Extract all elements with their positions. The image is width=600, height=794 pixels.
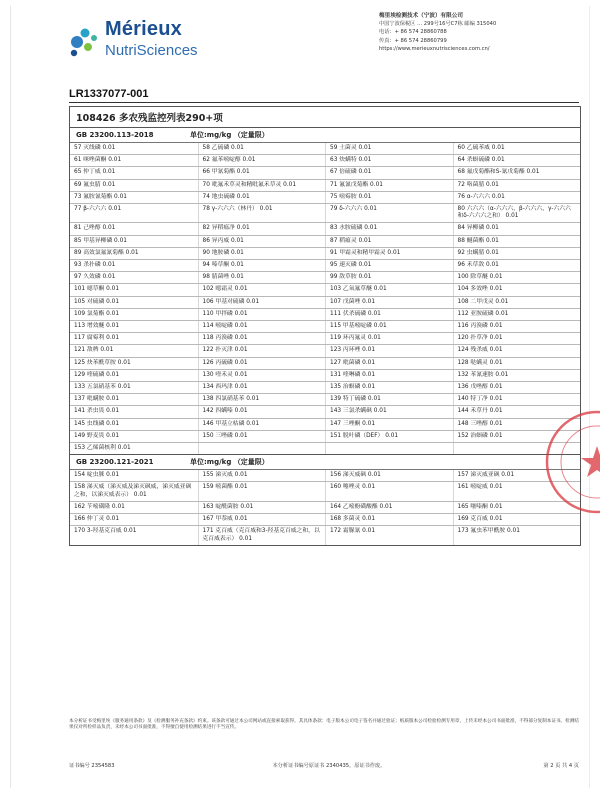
table-cell: 70 吡氟禾草灵和精吡氟禾草灵 0.01	[198, 180, 326, 191]
table-cell: 129 喹硫磷 0.01	[74, 371, 120, 378]
table-cell: 100 除草醚 0.01	[453, 272, 581, 283]
section-body	[70, 143, 580, 454]
table-cell: 127 吡菌磷 0.01	[325, 358, 453, 369]
table-cell: 141 杀虫畏 0.01	[74, 408, 120, 415]
table-cell: 146 甲基立枯磷 0.01	[198, 419, 326, 430]
company-logo	[63, 16, 243, 62]
table-row	[70, 284, 580, 296]
company-info	[379, 12, 589, 53]
table-cell: 110 甲拌磷 0.01	[198, 309, 326, 320]
brand-name: Mérieux	[105, 18, 182, 40]
table-cell: 64 杀螟硫磷 0.01	[453, 155, 581, 166]
table-cell: 123 丙环唑 0.01	[325, 345, 453, 356]
table-row	[70, 167, 580, 179]
table-cell: 102 噁霜灵 0.01	[198, 284, 326, 295]
table-cell: 162 苄嘧磺隆 0.01	[74, 503, 125, 510]
table-cell: 104 多效唑 0.01	[453, 284, 581, 295]
table-cell: 154 啶虫脒 0.01	[74, 472, 120, 479]
table-cell: 136 戊唑醇 0.01	[453, 382, 581, 393]
table-cell: 153 乙烯菌核利 0.01	[74, 445, 131, 452]
table-cell: 114 嘧啶磷 0.01	[198, 321, 326, 332]
divider	[69, 102, 579, 103]
table-cell: 99 敌草胺 0.01	[325, 272, 453, 283]
company-phone: 电话：+ 86 574 28860788	[379, 29, 447, 36]
table-cell: 77 β-六六六 0.01	[74, 206, 122, 213]
table-cell: 130 喹禾灵 0.01	[198, 370, 326, 381]
company-fax: 传真：+ 86 574 28860799	[379, 37, 447, 44]
report-number: LR1337077-001	[69, 88, 149, 100]
table-cell: 160 噻唑灵 0.01	[325, 482, 453, 500]
unit-label: 单位:mg/kg （定量限）	[190, 458, 269, 467]
table-cell: 113 增效醚 0.01	[74, 323, 120, 330]
table-cell	[325, 443, 453, 454]
table-row	[70, 406, 580, 418]
table-row	[70, 345, 580, 357]
table-cell: 145 虫线磷 0.01	[74, 420, 120, 427]
company-name: 梅里埃检测技术（宁波）有限公司	[379, 13, 463, 19]
table-cell: 87 稻瘟灵 0.01	[325, 236, 453, 247]
table-cell	[198, 443, 326, 454]
table-cell: 71 氟氰戊菊酯 0.01	[325, 180, 453, 191]
table-cell: 93 杀扑磷 0.01	[74, 262, 116, 269]
table-cell: 80 六六六（α-六六六，β-六六六，γ-六六六和δ-六六六之和） 0.01	[453, 204, 581, 222]
table-cell: 66 甲氰菊酯 0.01	[198, 167, 326, 178]
table-cell: 144 禾草丹 0.01	[453, 406, 581, 417]
table-cell: 85 甲基异柳磷 0.01	[74, 237, 127, 244]
table-cell: 57 灭线磷 0.01	[74, 145, 116, 151]
table-cell: 97 久效磷 0.01	[74, 274, 116, 281]
table-cell: 131 喹啉磷 0.01	[325, 370, 453, 381]
table-row	[70, 443, 580, 454]
table-cell: 124 残杀威 0.01	[453, 345, 581, 356]
table-cell: 152 治螟磷 0.01	[453, 431, 581, 442]
company-address: 中国宁波保税区 … 299号16号C7栋 邮编 315040	[379, 21, 497, 28]
table-cell: 137 吡螨胺 0.01	[74, 396, 120, 403]
table-cell: 59 土菌灵 0.01	[325, 143, 453, 154]
section-header	[70, 128, 580, 143]
table-cell: 105 对硫磷 0.01	[74, 298, 120, 305]
table-cell: 74 地虫硫磷 0.01	[198, 192, 326, 203]
table-cell: 155 涕灭威 0.01	[198, 470, 326, 481]
table-cell: 101 噁草酮 0.01	[74, 286, 120, 293]
table-cell: 140 特丁净 0.01	[453, 394, 581, 405]
table-cell: 89 高效氯氟氰菊酯 0.01	[74, 249, 139, 256]
table-cell: 169 克百威 0.01	[453, 514, 581, 525]
table-row	[70, 502, 580, 514]
table-row	[70, 192, 580, 204]
table-row	[70, 309, 580, 321]
terms-footnote: 本分析证书受梅里埃《服务通用条款》及《检测服务补充条款》约束。该条款可通过本公司网站或直接索取获得。其具体条款：电子版本公司电子签名并通过验证；纸质版本公司检验检测专用章，上传未经本公司书面批准，不得部分复制本证书。检测结果仅对所检样品负责，未经本公司书面批准，不得擅自使用检测结果进行不当宣传。	[69, 719, 579, 731]
table-cell: 143 三氯杀螨砜 0.01	[325, 406, 453, 417]
table-cell: 116 丙溴磷 0.01	[453, 321, 581, 332]
table-cell: 170 3-羟基克百威 0.01	[74, 528, 137, 535]
table-row	[70, 431, 580, 443]
standard-code: GB 23200.121-2021	[76, 458, 154, 467]
table-cell: 81 己唑醇 0.01	[74, 225, 116, 232]
table-cell: 164 乙嘧酚磺酸酯 0.01	[325, 502, 453, 513]
table-cell: 133 五氯硝基苯 0.01	[74, 384, 131, 391]
table-cell: 120 扑草净 0.01	[453, 333, 581, 344]
table-cell: 142 四螨嗪 0.01	[198, 406, 326, 417]
results-table	[69, 106, 581, 546]
table-cell: 166 仲丁灵 0.01	[74, 516, 120, 523]
table-cell: 84 异柳磷 0.01	[453, 223, 581, 234]
table-cell: 134 西玛津 0.01	[198, 382, 326, 393]
table-cell: 158 涕灭威（涕灭威及涕灭砜威，涕灭威亚砜之和，以涕灭威表示） 0.01	[74, 484, 192, 498]
table-cell: 103 乙氧氟草醚 0.01	[325, 284, 453, 295]
table-row	[70, 248, 580, 260]
table-cell: 121 敌稗 0.01	[74, 347, 114, 354]
table-cell: 90 地胺磷 0.01	[198, 248, 326, 259]
table-cell: 118 丙溴磷 0.01	[198, 333, 326, 344]
table-cell: 135 治螟磷 0.01	[325, 382, 453, 393]
table-cell: 88 醚菌酯 0.01	[453, 236, 581, 247]
table-cell: 163 啶酰菌胺 0.01	[198, 502, 326, 513]
table-row	[70, 297, 580, 309]
table-cell: 171 克百威（克百威和3-羟基克百威之和，以克百威表示） 0.01	[198, 526, 326, 544]
table-cell: 157 涕灭威亚砜 0.01	[453, 470, 581, 481]
table-row	[70, 204, 580, 223]
table-cell: 75 嘧霉胺 0.01	[325, 192, 453, 203]
table-cell: 63 炔螨特 0.01	[325, 155, 453, 166]
table-row	[70, 223, 580, 235]
table-cell: 151 脱叶磷（DEF） 0.01	[325, 431, 453, 442]
table-cell: 150 三唑磷 0.01	[198, 431, 326, 442]
standard-code: GB 23200.113-2018	[76, 131, 154, 139]
table-cell: 60 乙硫苯威 0.01	[453, 143, 581, 154]
page-footer	[69, 762, 579, 769]
report-page	[10, 6, 590, 788]
table-cell: 119 环丙氟灵 0.01	[325, 333, 453, 344]
table-row	[70, 514, 580, 526]
table-cell: 82 异稻瘟净 0.01	[198, 223, 326, 234]
table-cell: 83 水胺硫磷 0.01	[325, 223, 453, 234]
logo-icon	[63, 18, 107, 62]
table-row	[70, 333, 580, 345]
table-cell: 68 氟戊菊酯和S-氰戊菊酯 0.01	[453, 167, 581, 178]
section-body	[70, 470, 580, 544]
table-row	[70, 482, 580, 501]
table-cell: 98 腈菌唑 0.01	[198, 272, 326, 283]
red-seal-stamp	[533, 402, 600, 522]
table-cell: 172 霜脲氰 0.01	[325, 526, 453, 544]
table-cell: 95 速灭磷 0.01	[325, 260, 453, 271]
table-row	[70, 394, 580, 406]
table-row	[70, 180, 580, 192]
table-cell: 115 甲基嘧啶磷 0.01	[325, 321, 453, 332]
table-cell: 106 甲基对硫磷 0.01	[198, 297, 326, 308]
table-cell: 173 氟虫苯甲酰胺 0.01	[453, 526, 581, 544]
table-row	[70, 419, 580, 431]
table-cell: 92 虫螨腈 0.01	[453, 248, 581, 259]
table-cell: 65 仲丁威 0.01	[74, 169, 116, 176]
table-cell: 128 哒螨灵 0.01	[453, 358, 581, 369]
section-header	[70, 454, 580, 470]
page-number: 第 2 页 共 4 页	[543, 763, 579, 769]
table-cell: 111 伏杀硫磷 0.01	[325, 309, 453, 320]
table-row	[70, 155, 580, 167]
table-cell: 72 咯菌腈 0.01	[453, 180, 581, 191]
table-cell: 94 嗪草酮 0.01	[198, 260, 326, 271]
table-row	[70, 382, 580, 394]
table-cell: 165 噻嗪酮 0.01	[453, 502, 581, 513]
table-cell: 126 丙硫磷 0.01	[198, 358, 326, 369]
table-cell: 58 乙硫磷 0.01	[198, 143, 326, 154]
table-cell: 147 三唑酮 0.01	[325, 419, 453, 430]
table-cell: 96 禾草敌 0.01	[453, 260, 581, 271]
table-cell: 117 腐霉利 0.01	[74, 335, 120, 342]
table-cell: 122 扑灭津 0.01	[198, 345, 326, 356]
table-row	[70, 143, 580, 155]
company-website: https://www.merieuxnutrisciences.com.cn/	[379, 45, 490, 52]
table-cell: 67 倍硫磷 0.01	[325, 167, 453, 178]
table-cell: 69 氟虫腈 0.01	[74, 181, 116, 188]
table-row	[70, 236, 580, 248]
table-cell: 132 苯氰速胺 0.01	[453, 370, 581, 381]
table-cell: 168 多菌灵 0.01	[325, 514, 453, 525]
table-cell: 76 α-六六六 0.01	[453, 192, 581, 203]
table-row	[70, 321, 580, 333]
table-cell: 148 三唑醇 0.01	[453, 419, 581, 430]
table-cell: 167 甲萘威 0.01	[198, 514, 326, 525]
table-cell: 139 特丁硫磷 0.01	[325, 394, 453, 405]
table-cell: 156 涕灭威砜 0.01	[325, 470, 453, 481]
table-cell: 73 氟胺氰菊酯 0.01	[74, 193, 127, 200]
table-cell: 62 氟苯嘧啶醇 0.01	[198, 155, 326, 166]
table-cell: 107 戊菌唑 0.01	[325, 297, 453, 308]
table-row	[70, 272, 580, 284]
table-title: 108426 多农残监控列表290+项	[70, 107, 580, 128]
table-cell: 138 四氯硝基苯 0.01	[198, 394, 326, 405]
table-cell: 79 δ-六六六 0.01	[325, 204, 453, 222]
table-cell: 125 炔苯酰草胺 0.01	[74, 359, 131, 366]
table-cell: 112 亚胺硫磷 0.01	[453, 309, 581, 320]
table-cell: 161 嘧啶威 0.01	[453, 482, 581, 500]
table-cell: 86 异丙威 0.01	[198, 236, 326, 247]
table-cell: 149 野麦畏 0.01	[74, 432, 120, 439]
table-row	[70, 358, 580, 370]
table-cell: 61 咪唑菌酮 0.01	[74, 157, 122, 164]
table-cell: 159 嘧菌酯 0.01	[198, 482, 326, 500]
replacement-note: 本分析证书编号原证书 2340435，原证书作废。	[272, 763, 386, 769]
table-cell: 109 氯菊酯 0.01	[74, 310, 120, 317]
table-row	[70, 526, 580, 544]
table-row	[70, 370, 580, 382]
table-row	[70, 260, 580, 272]
table-row	[70, 470, 580, 482]
certificate-number: 证书编号 2354583	[69, 763, 115, 769]
table-cell: 78 γ-六六六（林丹） 0.01	[198, 204, 326, 222]
unit-label: 单位:mg/kg （定量限）	[190, 131, 269, 139]
table-cell: 108 二甲戊灵 0.01	[453, 297, 581, 308]
table-cell: 91 甲霜灵和精甲霜灵 0.01	[325, 248, 453, 259]
brand-subname: NutriSciences	[105, 42, 198, 59]
